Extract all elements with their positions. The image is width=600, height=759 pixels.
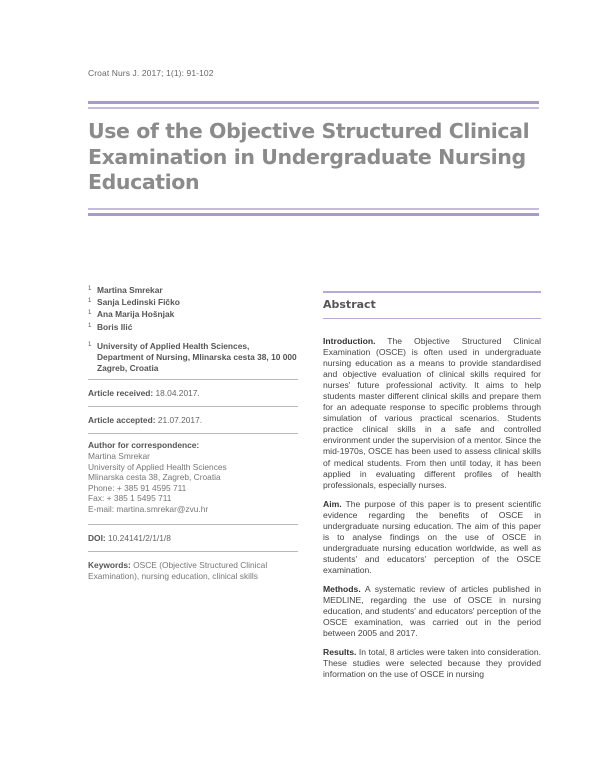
abstract-introduction: Introduction. The Objective Structured Clinical Examination (OSCE) is often used in undergraduate nursing education as a means to provide standardised and objective evaluation of clinical skills required for nurses' future professional activity. It aims to help students master different clinical skills and prepare them for an adequate response to specific problems through simulation of various practical scenarios. Students practice clinical skills in a safe and controlled environment under the supervision of a mentor. Since the mid-1970s, OSCE has been used to assess clinical skills of medical students. From then until today, it has been applied in evaluating different profiles of health professionals, especially nurses. <box>323 336 542 490</box>
journal-citation: Croat Nurs J. 2017; 1(1): 91-102 <box>88 68 214 78</box>
correspondence-email: E-mail: martina.smrekar@zvu.hr <box>88 503 209 514</box>
title-bottom-rule-thin <box>88 208 539 210</box>
divider <box>88 551 298 552</box>
keywords: Keywords: OSCE (Objective Structured Clinical Examination), nursing education, clinical skills <box>88 559 268 581</box>
divider <box>88 524 298 525</box>
article-received: Article received: 18.04.2017. <box>88 388 200 399</box>
author-item: 1 Martina Smrekar <box>88 285 163 295</box>
article-title: Use of the Objective Structured Clinical Examination in Undergraduate Nursing Education <box>88 119 530 194</box>
divider <box>88 433 298 434</box>
title-top-rule <box>88 101 539 104</box>
correspondence-block: Author for correspondence: Martina Smrekar University of Applied Health Sciences Mlinarska cesta 38, Zagreb, Croatia Phone: + 385 91 4595 711 Fax: + 385 1 5495 711 E-mail: martina.smrekar@zvu.hr <box>88 440 298 514</box>
article-metadata-column <box>88 284 298 582</box>
author-affiliation: 1 University of Applied Health Sciences, Department of Nursing, Mlinarska cesta 38, 10 000 Zagreb, Croatia <box>88 340 297 374</box>
title-top-rule-thin <box>88 107 539 109</box>
abstract-aim: Aim. The purpose of this paper is to present scientific evidence regarding the benefits of OSCE in undergraduate nursing education. The aim of this paper is to analyse findings on the use of OSCE in undergraduate nursing education worldwide, as well as students' and educators' perception of the OSCE examination. <box>323 498 542 575</box>
divider <box>88 379 298 380</box>
abstract-bottom-rule <box>323 318 541 319</box>
doi: DOI: 10.24141/2/1/1/8 <box>88 532 171 543</box>
abstract-heading: Abstract <box>323 298 376 311</box>
abstract-top-rule <box>323 291 541 293</box>
divider <box>88 406 298 407</box>
abstract-body <box>323 336 541 688</box>
article-accepted: Article accepted: 21.07.2017. <box>88 415 203 426</box>
author-item: 1 Sanja Ledinski Fičko <box>88 297 180 308</box>
author-list <box>88 284 298 333</box>
abstract-methods: Methods. A systematic review of articles published in MEDLINE, regarding the use of OSCE in nursing education, and students' and educators' perception of the OSCE examination, was carried out in the period between 2005 and 2017. <box>323 583 542 639</box>
author-item: 1 Ana Marija Hošnjak <box>88 309 175 320</box>
abstract-results: Results. In total, 8 articles were taken into consideration. These studies were selected because they provided information on the use of OSCE in nursing <box>323 647 541 680</box>
author-item: 1 Boris Ilić <box>88 321 133 332</box>
title-bottom-rule <box>88 213 539 216</box>
